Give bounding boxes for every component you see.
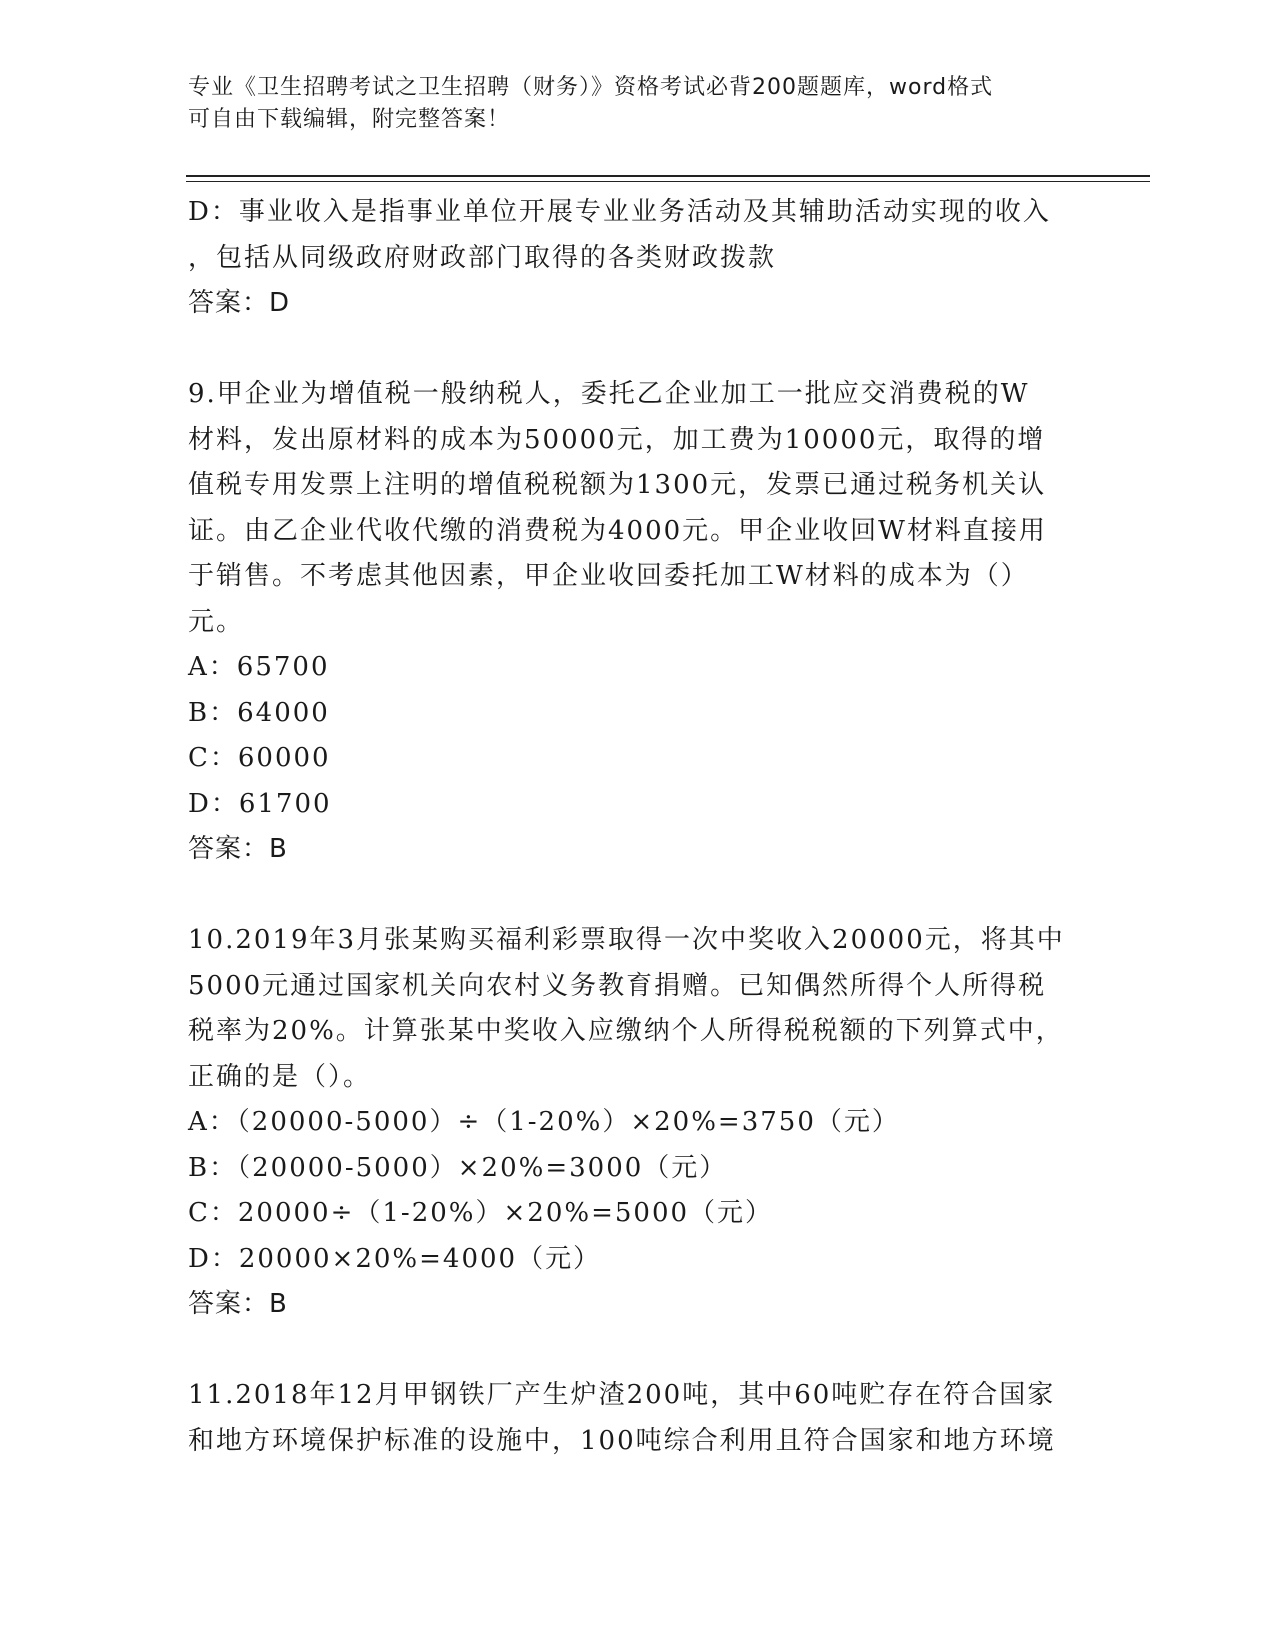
header-divider-thin bbox=[186, 181, 1150, 182]
question-10 bbox=[188, 918, 1088, 1328]
option-d: D：20000×20%=4000（元） bbox=[188, 1243, 602, 1274]
document-body bbox=[188, 190, 1088, 1464]
header-title-line-1: 专业《卫生招聘考试之卫生招聘（财务）》资格考试必背200题题库，word格式 bbox=[188, 75, 994, 100]
question-text-line: 5000元通过国家机关向农村义务教育捐赠。已知偶然所得个人所得税 bbox=[188, 970, 1047, 1001]
option-b: B：（20000-5000）×20%=3000（元） bbox=[188, 1152, 728, 1183]
question-text-line: 于销售。不考虑其他因素，甲企业收回委托加工W材料的成本为（） bbox=[188, 561, 1029, 591]
question-11 bbox=[188, 1373, 1088, 1464]
spacer bbox=[188, 873, 1088, 919]
question-text-line: 正确的是（）。 bbox=[188, 1061, 372, 1092]
question-text-line: 材料，发出原材料的成本为50000元，加工费为10000元，取得的增 bbox=[188, 424, 1046, 455]
answer-label: 答案：B bbox=[188, 834, 288, 864]
question-text-line: 9.甲企业为增值税一般纳税人，委托乙企业加工一批应交消费税的W bbox=[188, 379, 1030, 409]
option-a: A：65700 bbox=[188, 652, 330, 682]
header-divider-thick bbox=[186, 175, 1150, 177]
option-c: C：60000 bbox=[188, 743, 331, 773]
option-b: B：64000 bbox=[188, 697, 330, 728]
question-text-line: 和地方环境保护标准的设施中，100吨综合利用且符合国家和地方环境 bbox=[188, 1425, 1056, 1456]
question-text-line: 11.2018年12月甲钢铁厂产生炉渣200吨，其中60吨贮存在符合国家 bbox=[188, 1380, 1056, 1410]
question-9 bbox=[188, 372, 1088, 873]
option-d-line-1: D：事业收入是指事业单位开展专业业务活动及其辅助活动实现的收入 bbox=[188, 197, 1051, 227]
option-d-line-2: ，包括从同级政府财政部门取得的各类财政拨款 bbox=[188, 242, 777, 273]
answer-label: 答案：B bbox=[188, 1289, 288, 1319]
question-8 bbox=[188, 190, 1088, 327]
spacer bbox=[188, 327, 1088, 373]
question-text-line: 元。 bbox=[188, 606, 245, 637]
document-header bbox=[188, 72, 1068, 136]
question-text-line: 税率为20%。计算张某中奖收入应缴纳个人所得税税额的下列算式中， bbox=[188, 1016, 1064, 1046]
option-a: A：（20000-5000）÷（1-20%）×20%=3750（元） bbox=[188, 1107, 900, 1137]
option-c: C：20000÷（1-20%）×20%=5000（元） bbox=[188, 1198, 774, 1228]
question-text-line: 10.2019年3月张某购买福利彩票取得一次中奖收入20000元，将其中 bbox=[188, 925, 1065, 955]
question-text-line: 证。由乙企业代收代缴的消费税为4000元。甲企业收回W材料直接用 bbox=[188, 515, 1047, 546]
answer-label: 答案：D bbox=[188, 288, 291, 318]
header-title-line-2: 可自由下载编辑，附完整答案！ bbox=[188, 107, 511, 132]
question-text-line: 值税专用发票上注明的增值税税额为1300元，发票已通过税务机关认 bbox=[188, 470, 1047, 500]
spacer bbox=[188, 1328, 1088, 1374]
option-d: D：61700 bbox=[188, 788, 332, 819]
